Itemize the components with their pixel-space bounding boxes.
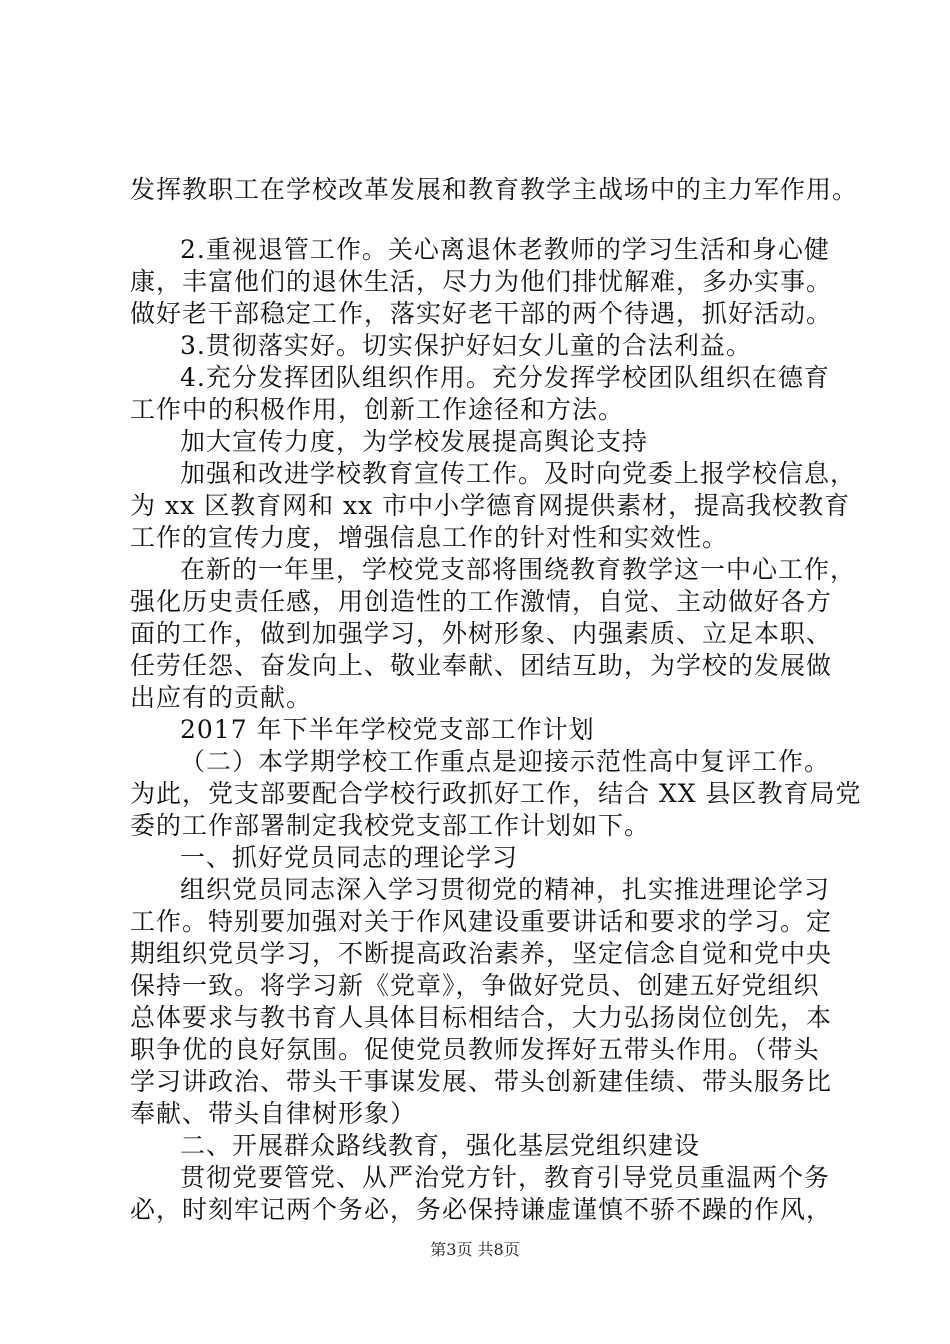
page-footer: 第3页 共8页	[430, 1240, 520, 1259]
body-text-line: 做好老干部稳定工作，落实好老干部的两个待遇，抓好活动。	[130, 299, 833, 328]
body-text-line: 组织党员同志深入学习贯彻党的精神，扎实推进理论学习	[180, 875, 831, 904]
body-text-line: 3.贯彻落实好。切实保护好妇女儿童的合法利益。	[180, 331, 752, 360]
body-text-line: 必，时刻牢记两个务必，务必保持谦虚谨慎不骄不躁的作风，	[130, 1195, 833, 1224]
body-text-line: 总体要求与教书育人具体目标相结合，大力弘扬岗位创先，本	[130, 1003, 833, 1032]
document-title: 2017 年下半年学校党支部工作计划	[180, 715, 595, 744]
section-heading: 一、抓好党员同志的理论学习	[180, 843, 519, 872]
body-text-line: （二）本学期学校工作重点是迎接示范性高中复评工作。	[180, 747, 831, 776]
body-text-line: 加强和改进学校教育宣传工作。及时向党委上报学校信息，	[180, 459, 857, 488]
section-heading: 加大宣传力度，为学校发展提高舆论支持	[180, 427, 649, 456]
body-text-line: 期组织党员学习，不断提高政治素养，坚定信念自觉和党中央	[130, 939, 833, 968]
body-text-line: 职争优的良好氛围。促使党员教师发挥好五带头作用。（带头	[130, 1035, 820, 1064]
body-text-line: 发挥教职工在学校改革发展和教育教学主战场中的主力军作用。	[130, 175, 859, 204]
body-text-line: 学习讲政治、带头干事谋发展、带头创新建佳绩、带头服务比	[130, 1067, 833, 1096]
body-text-line: 工作中的积极作用，创新工作途径和方法。	[130, 395, 625, 424]
body-text-line: 贯彻党要管党、从严治党方针，教育引导党员重温两个务	[180, 1163, 831, 1192]
body-text-line: 强化历史责任感，用创造性的工作激情，自觉、主动做好各方	[130, 587, 833, 616]
body-text-line: 在新的一年里，学校党支部将围绕教育教学这一中心工作，	[180, 555, 857, 584]
body-text-line: 康，丰富他们的退休生活，尽力为他们排忧解难，多办实事。	[130, 267, 833, 296]
body-text-line: 任劳任怨、奋发向上、敬业奉献、团结互助，为学校的发展做	[130, 651, 833, 680]
body-text-line: 工作的宣传力度，增强信息工作的针对性和实效性。	[130, 523, 729, 552]
section-heading: 二、开展群众路线教育，强化基层党组织建设	[180, 1131, 701, 1160]
body-text-line: 出应有的贡献。	[130, 683, 313, 712]
body-text-line: 面的工作，做到加强学习，外树形象、内强素质、立足本职、	[130, 619, 833, 648]
body-text-line: 奉献、带头自律树形象）	[130, 1099, 417, 1128]
body-text-line: 委的工作部署制定我校党支部工作计划如下。	[130, 811, 651, 840]
body-text-line: 工作。特别要加强对关于作风建设重要讲话和要求的学习。定	[130, 907, 833, 936]
body-text-line: 2.重视退管工作。关心离退休老教师的学习生活和身心健	[180, 235, 830, 264]
body-text-line: 为此，党支部要配合学校行政抓好工作，结合 XX 县区教育局党	[130, 779, 862, 808]
body-text-line: 保持一致。将学习新《党章》，争做好党员、创建五好党组织	[130, 971, 820, 1000]
body-text-line: 4.充分发挥团队组织作用。充分发挥学校团队组织在德育	[180, 363, 830, 392]
body-text-line: 为 xx 区教育网和 xx 市中小学德育网提供素材，提高我校教育	[130, 491, 851, 520]
